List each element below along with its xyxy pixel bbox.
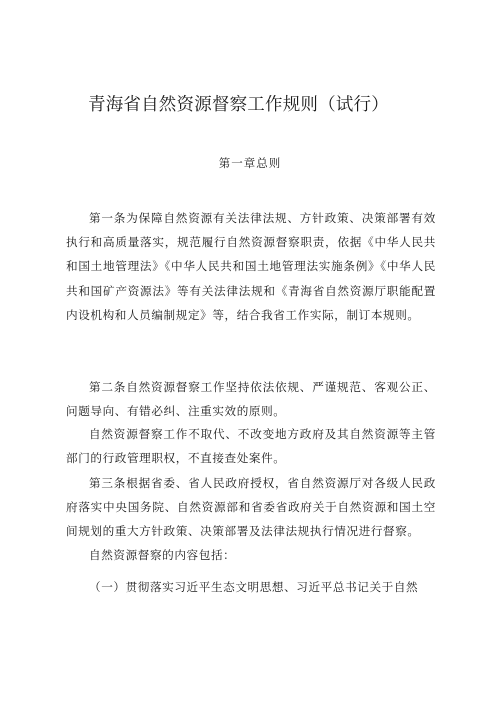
paragraph-article-3: 第三条根据省委、省人民政府授权，省自然资源厅对各级人民政府落实中央国务院、自然资源部和省委省政府关于自然资源和国土空间规划的重大方针政策、决策部署及法律法规执行情况进行督察。 — [66, 476, 436, 539]
paragraph-article-1: 第一条为保障自然资源有关法律法规、方针政策、决策部署有效执行和高质量落实，规范履行自然资源督察职责，依据《中华人民共和国土地管理法》《中华人民共和国土地管理法实施条例》《中华人民共和国矿产资源法》等有关法律法规和《青海省自然资源厅职能配置内设机构和人员编制规定》等，结合我省工作实际，制订本规则。 — [66, 211, 436, 322]
chapter-heading: 第一章总则 — [218, 156, 282, 170]
document-title: 青海省自然资源督察工作规则（试行） — [88, 95, 389, 115]
paragraph-article-2-note: 自然资源督察工作不取代、不改变地方政府及其自然资源等主管部门的行政管理职权，不直接查处案件。 — [66, 427, 436, 466]
paragraph-item-1: （一）贯彻落实习近平生态文明思想、习近平总书记关于自然 — [89, 580, 419, 594]
paragraph-contents-intro: 自然资源督察的内容包括： — [89, 548, 236, 562]
paragraph-article-2: 第二条自然资源督察工作坚持依法依规、严谨规范、客观公正、问题导向、有错必纠、注重实效的原则。 — [66, 380, 436, 419]
